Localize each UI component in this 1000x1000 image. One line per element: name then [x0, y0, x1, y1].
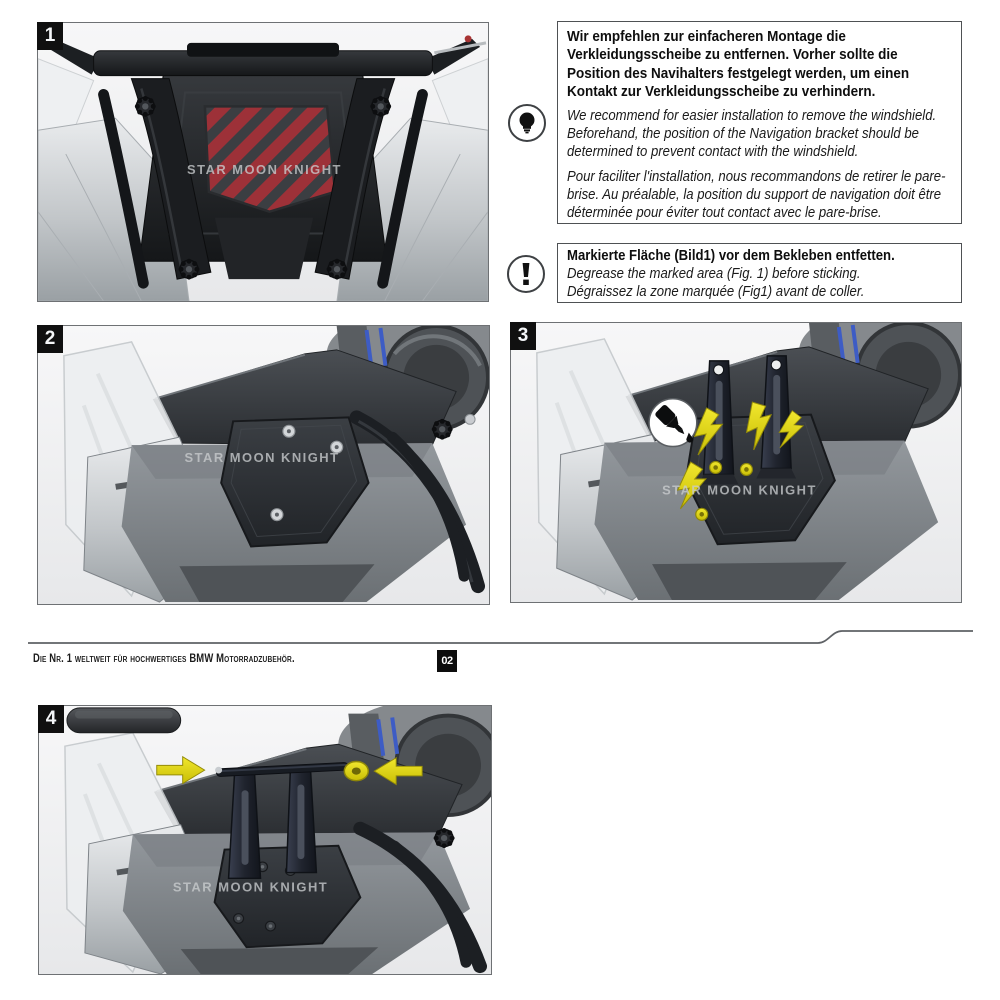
plate-screw	[283, 425, 295, 437]
lightbulb-icon	[508, 104, 546, 142]
figure-3-panel	[510, 322, 962, 603]
watermark: STAR MOON KNIGHT	[187, 161, 342, 177]
page-number-badge: 02	[437, 650, 457, 672]
figure-2-panel	[37, 325, 490, 605]
figure-2-number-badge: 2	[37, 325, 63, 353]
figure-2-photo	[38, 326, 489, 604]
note-text-english: We recommend for easier installation to remove the windshield. Beforehand, the position of the Navigation bracket should be determined to prevent contact with the windshield.	[567, 108, 937, 161]
threadlocker-bottle-icon	[649, 399, 697, 447]
figure-1-photo	[38, 23, 488, 301]
redacted-label-gloss	[75, 711, 173, 719]
figure-1-panel	[37, 22, 489, 302]
exclamation-icon	[507, 255, 545, 293]
note-text-french: Dégraissez la zone marquée (Fig1) avant de coller.	[567, 283, 865, 300]
note-text-german: Wir empfehlen zur einfacheren Montage die Verkleidungsscheibe zu entfernen. Vorher sollte die Position des Navihalters festgelegt werden, um einen Kontakt zur Verkleidungsscheibe zu verhindern.	[567, 28, 910, 100]
figure-3-number-badge: 3	[510, 322, 536, 350]
figure-4-photo	[39, 706, 491, 974]
footer-brand-text: Die Nr. 1 weltweit für hochwertiges BMW Motorradzubehör.	[33, 653, 295, 665]
note-text-english: Degrease the marked area (Fig. 1) before sticking.	[567, 265, 861, 282]
marked-area-red-stripes	[205, 106, 335, 211]
figure-1-number-badge: 1	[37, 22, 63, 50]
watermark: STAR MOON KNIGHT	[662, 482, 817, 498]
figure-4-panel	[38, 705, 492, 975]
note-text-french: Pour faciliter l'installation, nous recommandons de retirer le pare-brise. Au préalable, la position du support de navigation doit être déterminée pour éviter tout contact avec le pare-brise.	[567, 169, 946, 221]
yellow-knob	[344, 762, 368, 781]
note-text-german: Markierte Fläche (Bild1) vor dem Bekleben entfetten.	[567, 248, 895, 264]
watermark: STAR MOON KNIGHT	[184, 450, 340, 466]
note-degrease	[557, 243, 962, 303]
crossbar-end	[215, 767, 222, 774]
watermark: STAR MOON KNIGHT	[172, 880, 329, 895]
figure-4-number-badge: 4	[38, 705, 64, 733]
figure-3-photo	[511, 323, 961, 602]
note-windshield-removal	[557, 21, 962, 224]
plate-screw	[271, 509, 283, 521]
section-divider	[0, 626, 1000, 650]
